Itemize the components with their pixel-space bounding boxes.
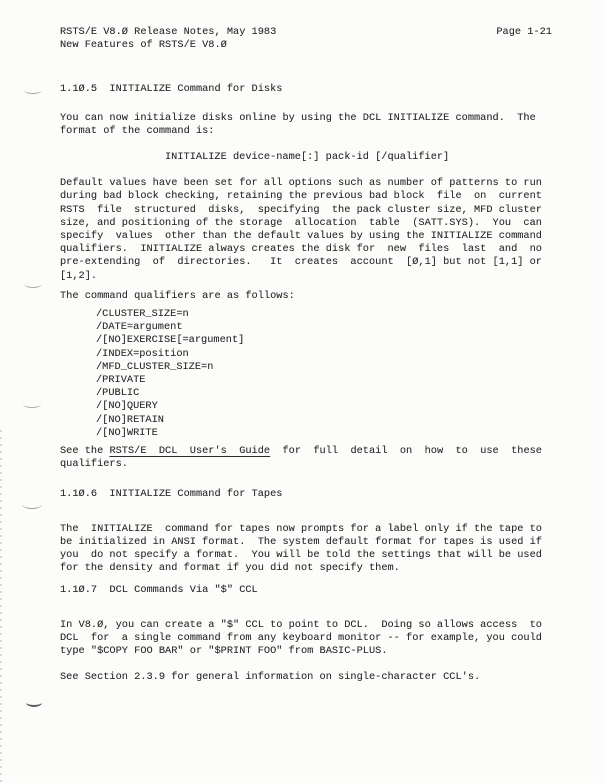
qualifier-item: /[NO]EXERCISE[=argument] [96,334,245,347]
qualifier-list [96,308,552,440]
text-line: specify values other than the default values by using the INITIALIZE command [60,230,542,243]
text-line: pre-extending of directories. It creates account [Ø,1] but not [1,1] or [60,256,542,269]
text-line: be initialized in ANSI format. The system default format for tapes is used if [60,535,542,548]
page-header [60,26,552,39]
qualifier-item: /[NO]QUERY [96,400,158,413]
doc-title-line: RSTS/E V8.Ø Release Notes, May 1983 [60,26,277,38]
text-line: DCL for a single command from any keyboard monitor -- for example, you could [60,631,542,644]
text-line: qualifiers. [60,458,128,471]
text-line: during bad block checking, retaining the previous bad block file on current [60,190,542,203]
text-line: you do not specify a format. You will be told the settings that will be used [60,549,542,562]
text-line: qualifiers. INITIALIZE always creates the disk for new files last and no [60,243,542,256]
text-line [60,445,552,458]
page-number: Page 1-21 [496,26,552,38]
text-line: format of the command is: [60,124,215,137]
text-line: type "$COPY FOO BAR" or "$PRINT FOO" from BASIC-PLUS. [60,645,388,658]
cross-reference-line: See Section 2.3.9 for general information on single-character CCL's. [60,671,481,684]
paragraph-ccl-body [60,619,552,659]
section-heading-ccl: 1.1Ø.7 DCL Commands Via "$" CCL [60,583,258,596]
text-line: for the density and format if you did not specify them. [60,562,400,575]
paragraph-tapes-body [60,523,552,576]
text-line: In V8.Ø, you can create a "$" CCL to point to DCL. Doing so allows access to [60,618,542,631]
scan-artifact [24,280,42,288]
text-line: You can now initialize disks online by using the DCL INITIALIZE command. The [60,111,536,124]
text-line: size, and positioning of the storage allocation table (SATT.SYS). You can [60,216,542,229]
command-format-line: INITIALIZE device-name[:] pack-id [/qualifier] [165,151,450,164]
qualifier-item: /CLUSTER_SIZE=n [96,308,189,321]
scan-artifact [26,698,42,707]
reference-suffix: for full detail on how to use these [270,445,542,458]
scan-artifact [22,500,42,509]
doc-subtitle-line: New Features of RSTS/E V8.Ø [60,39,227,52]
section-heading-disks: 1.1Ø.5 INITIALIZE Command for Disks [60,83,283,96]
qualifier-item: /INDEX=position [96,347,189,360]
text-line: RSTS file structured disks, specifying the pack cluster size, MFD cluster [60,203,542,216]
qualifier-item: /PRIVATE [96,374,146,387]
qualifier-item: /MFD_CLUSTER_SIZE=n [96,360,214,373]
text-line: The INITIALIZE command for tapes now prompts for a label only if the tape to [60,522,542,535]
qualifiers-intro-line: The command qualifiers are as follows: [60,289,295,302]
text-line: [1,2]. [60,269,98,282]
scan-artifact [23,400,41,408]
paragraph-disks-intro [60,112,552,138]
scan-artifact [24,86,42,94]
paragraph-disks-body [60,177,552,283]
qualifier-item: /[NO]RETAIN [96,413,164,426]
reference-prefix: See the [60,445,110,458]
qualifier-item: /PUBLIC [96,387,140,400]
paragraph-guide-reference [60,445,552,471]
qualifier-item: /[NO]WRITE [96,426,158,439]
scan-edge-noise [0,430,2,783]
qualifier-item: /DATE=argument [96,321,183,334]
section-heading-tapes: 1.1Ø.6 INITIALIZE Command for Tapes [60,488,283,501]
guide-title-underlined: RSTS/E DCL User's Guide [109,445,271,458]
text-line: Default values have been set for all options such as number of patterns to run [60,177,542,190]
